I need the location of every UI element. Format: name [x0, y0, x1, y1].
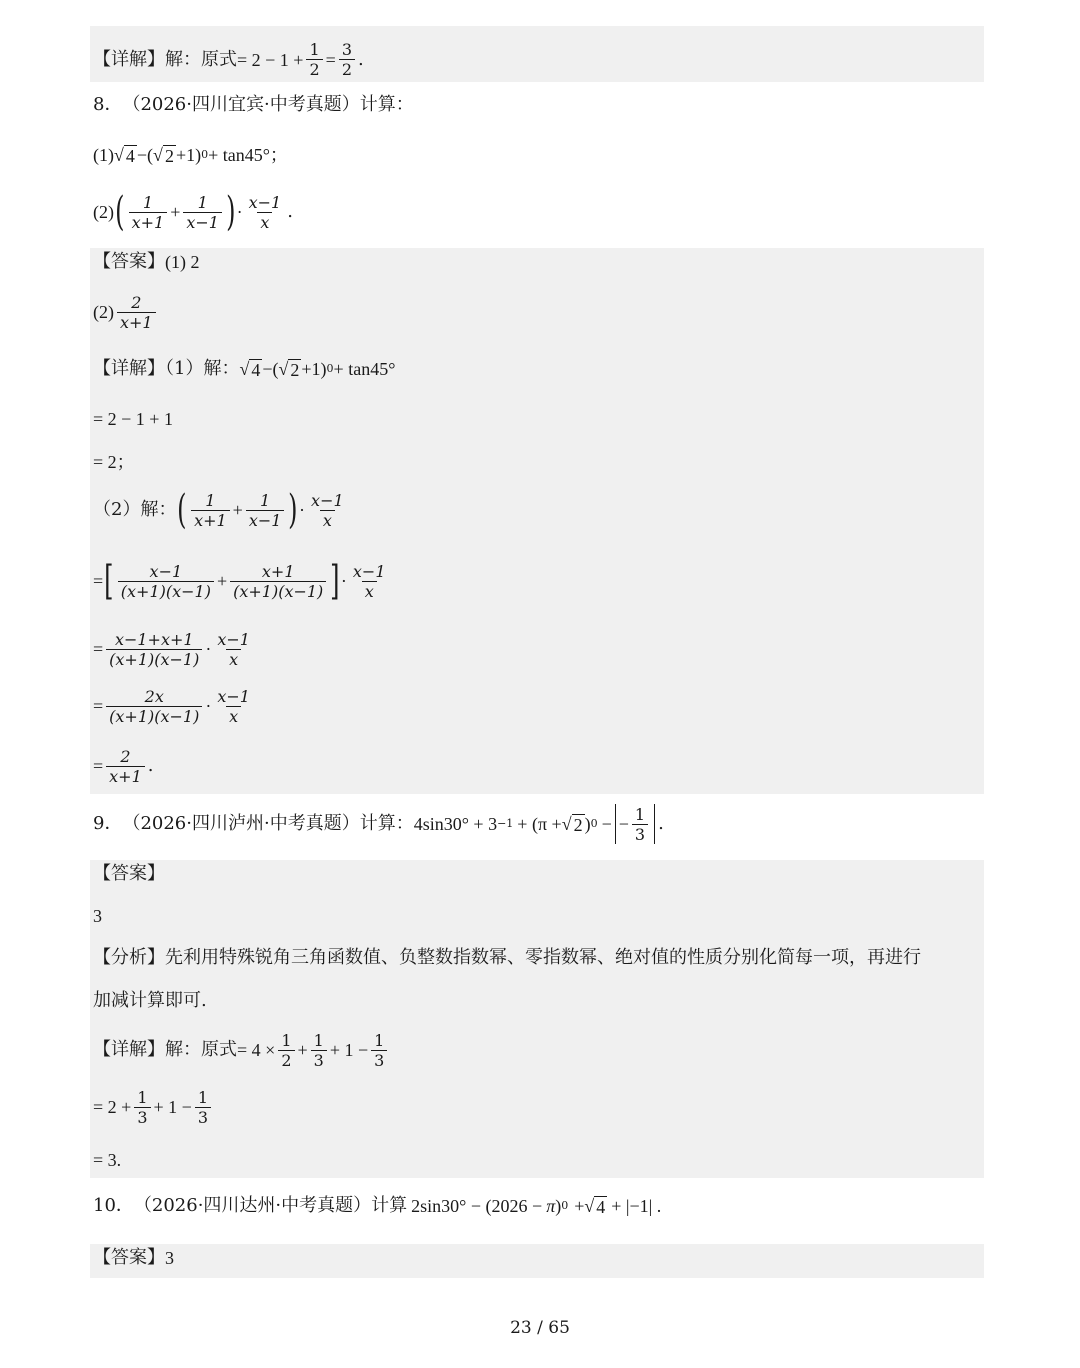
- num: 2x: [144, 686, 164, 706]
- sqrt-symbol: √: [584, 1196, 595, 1216]
- question-9: 9． （2026·四川泸州·中考真题）计算： 4sin30° + 3 −1 + (π + √ 2 ) 0 − − $\frac{1}{3}$ .: [93, 804, 664, 844]
- label: (2): [93, 202, 114, 222]
- subproblem-1: (1) √ 4 −( √ 2 +1) 0 + tan45°；: [93, 145, 288, 166]
- num: x−1: [217, 629, 250, 649]
- answer-label: 【答案】: [93, 863, 165, 884]
- expr: = 2 − 1 +: [237, 49, 304, 70]
- fraction: [371, 1031, 387, 1070]
- eq: =: [93, 639, 104, 659]
- fraction: [106, 747, 145, 786]
- fraction: [350, 562, 389, 601]
- fraction: [278, 1031, 294, 1070]
- radicand: 2: [290, 359, 300, 380]
- den: (x+1)(x−1): [106, 706, 202, 726]
- detail-8-step4: [93, 627, 256, 671]
- num: 1: [309, 40, 320, 59]
- answer-value: (1) 2: [165, 252, 200, 272]
- fraction: [106, 630, 202, 669]
- expr: =: [325, 49, 336, 70]
- paren-open: (: [115, 189, 125, 235]
- period: .: [358, 48, 364, 70]
- num: 1: [313, 1030, 324, 1050]
- fraction: [214, 630, 253, 669]
- analysis-9-line2: [93, 989, 207, 1013]
- radicand: 2: [164, 145, 174, 166]
- num: x−1: [311, 490, 344, 510]
- answer-9-value: [93, 904, 102, 928]
- detail-8-step6: [93, 744, 154, 788]
- answer-8-line2: [93, 290, 159, 334]
- sqrt-symbol: √: [239, 359, 250, 379]
- den: x−1: [183, 212, 222, 232]
- abs-bar-right: [654, 804, 655, 844]
- num: 1: [142, 192, 153, 212]
- eq: =: [93, 571, 104, 591]
- num: x−1: [352, 561, 386, 581]
- op: ·: [205, 639, 212, 659]
- expr: + 1 −: [153, 1097, 192, 1117]
- step: = 3.: [93, 1150, 122, 1170]
- detail-9-step1: [93, 1085, 214, 1129]
- den: x+1: [191, 510, 230, 530]
- detail-9-step2: [93, 1148, 121, 1172]
- answer-9-label: [93, 862, 165, 886]
- expr: + 1 −: [329, 1040, 369, 1060]
- fraction: [183, 193, 222, 232]
- answer-value: 3: [93, 906, 102, 926]
- num: x−1+x+1: [114, 629, 194, 649]
- step: = 2；: [93, 452, 135, 472]
- detail-8-step1: [93, 407, 173, 431]
- detail-line-7: [93, 40, 364, 79]
- subproblem-2: [93, 190, 293, 234]
- detail-label: 【详解】（1）解：: [93, 358, 240, 379]
- den: 3: [632, 824, 648, 844]
- radicand: 4: [125, 145, 135, 166]
- eq: =: [93, 756, 104, 776]
- op: +: [297, 1040, 308, 1060]
- num: x−1: [248, 192, 282, 212]
- analysis-text: 先利用特殊锐角三角函数值、负整数指数幂、零指数幂、绝对值的性质分别化简每一项，再进行: [165, 947, 921, 968]
- den: x: [226, 706, 241, 726]
- expr: −(: [136, 145, 154, 165]
- num: 1: [205, 490, 216, 510]
- den: (x+1)(x−1): [230, 581, 326, 601]
- detail-label: 【详解】解：原式: [93, 48, 237, 70]
- expr: +1): [301, 359, 327, 379]
- detail-label: 【详解】解：原式: [93, 1039, 237, 1060]
- label: (2): [93, 302, 114, 322]
- fraction: [129, 193, 168, 232]
- detail-8-part2: [93, 488, 350, 532]
- fraction: [632, 805, 648, 844]
- analysis-text: 加减计算即可.: [93, 990, 207, 1011]
- fraction: [106, 687, 202, 726]
- analysis-9-line1: [93, 946, 921, 970]
- expr: = 4 ×: [237, 1040, 276, 1060]
- period: .: [658, 813, 664, 834]
- num: x+1: [261, 561, 295, 581]
- expr: + tan45°；: [208, 145, 288, 165]
- detail-8-step5: [93, 684, 256, 728]
- answer-label: 【答案】: [93, 251, 165, 272]
- den: 3: [311, 1050, 327, 1070]
- op: ·: [236, 202, 243, 222]
- den: (x+1)(x−1): [106, 649, 202, 669]
- den: x: [226, 649, 241, 669]
- answer-value: 3: [165, 1248, 174, 1268]
- op: +: [170, 202, 181, 222]
- op: −: [618, 814, 629, 834]
- den: x: [320, 510, 335, 530]
- question-number: 8．: [93, 94, 123, 115]
- question-number: 10．: [93, 1195, 134, 1216]
- den: x+1: [117, 312, 156, 332]
- fraction: [311, 1031, 327, 1070]
- num: 1: [634, 804, 646, 824]
- radicand: 2: [573, 814, 583, 835]
- fraction: [117, 293, 156, 332]
- expr: + |−1| .: [611, 1196, 662, 1216]
- period: .: [287, 201, 293, 222]
- expr: −(: [262, 359, 279, 379]
- radicand: 4: [251, 359, 261, 380]
- num: x−1: [217, 686, 250, 706]
- op: ·: [205, 696, 212, 716]
- num: 1: [260, 490, 271, 510]
- num: 3: [341, 40, 352, 59]
- question-number: 9．: [93, 813, 123, 834]
- detail-8-line1: 【详解】（1）解： √ 4 −( √ 2 +1) 0 + tan45°: [93, 358, 396, 380]
- question-source: （2026·四川泸州·中考真题）计算：: [122, 813, 414, 834]
- num: 2: [120, 746, 131, 766]
- detail-9-line1: [93, 1028, 390, 1072]
- question-8: [93, 93, 414, 117]
- den: 3: [195, 1107, 211, 1127]
- num: 1: [374, 1030, 385, 1050]
- fraction: [230, 562, 326, 601]
- den: x+1: [129, 212, 168, 232]
- den: (x+1)(x−1): [118, 581, 214, 601]
- radicand: 4: [596, 1196, 606, 1217]
- sqrt-symbol: √: [561, 814, 572, 834]
- den: 3: [371, 1050, 387, 1070]
- analysis-label: 【分析】: [93, 947, 165, 968]
- den: 2: [306, 59, 322, 79]
- eq: =: [93, 696, 104, 716]
- fraction: [214, 687, 253, 726]
- num: 2: [131, 292, 142, 312]
- answer-block-9: [90, 860, 984, 1178]
- expr: 4sin30° + 3: [413, 814, 498, 834]
- answer-block-10: [90, 1244, 984, 1278]
- paren-open: (: [177, 487, 187, 533]
- num: x−1: [149, 561, 183, 581]
- fraction: [246, 193, 285, 232]
- den: 2: [339, 59, 355, 79]
- den: x: [257, 212, 272, 232]
- op: +: [216, 571, 228, 591]
- answer-label: 【答案】: [93, 1247, 165, 1268]
- fraction: [339, 40, 355, 79]
- expr: + (π +: [517, 814, 562, 834]
- den: 3: [134, 1107, 150, 1127]
- detail-8-step2: [93, 450, 135, 474]
- abs-bar-left: [615, 804, 616, 844]
- fraction: [134, 1088, 150, 1127]
- expr: = 2 +: [93, 1097, 132, 1117]
- answer-8-line1: [93, 250, 200, 274]
- expr: ): [555, 1196, 562, 1216]
- fraction: [191, 491, 230, 530]
- bracket-open: [: [104, 558, 114, 604]
- op: ·: [340, 571, 347, 591]
- op: +: [574, 1196, 585, 1216]
- expr: + tan45°: [333, 359, 396, 379]
- fraction: [308, 491, 347, 530]
- fraction: [118, 562, 214, 601]
- sqrt-symbol: √: [114, 145, 124, 165]
- expr: ): [584, 814, 591, 834]
- pi-symbol: π: [546, 1196, 556, 1216]
- den: x+1: [106, 766, 145, 786]
- paren-close: ): [288, 487, 298, 533]
- fraction: [246, 491, 285, 530]
- question-source: （2026·四川宜宾·中考真题）计算：: [122, 94, 414, 115]
- expr: 2sin30° − (2026 −: [411, 1196, 543, 1216]
- sqrt-symbol: √: [278, 359, 289, 379]
- op: +: [232, 500, 243, 520]
- paren-close: ): [226, 189, 236, 235]
- num: 1: [197, 1087, 208, 1107]
- den: x: [362, 581, 377, 601]
- period: .: [147, 755, 154, 776]
- step: = 2 − 1 + 1: [93, 409, 173, 429]
- num: 1: [137, 1087, 148, 1107]
- expr: +1): [175, 145, 202, 165]
- op: −: [601, 814, 612, 834]
- detail-8-step3: [93, 556, 392, 606]
- num: 1: [281, 1030, 292, 1050]
- bracket-close: ]: [330, 558, 340, 604]
- question-source: （2026·四川达州·中考真题）计算: [133, 1195, 408, 1216]
- detail-label: （2）解：: [93, 499, 177, 520]
- page-number: 23 / 65: [510, 1318, 570, 1338]
- sqrt-symbol: √: [153, 145, 163, 165]
- question-10: 10． （2026·四川达州·中考真题）计算 2sin30° − (2026 − π ) 0 + √ 4 + |−1| .: [93, 1195, 662, 1217]
- den: x−1: [246, 510, 285, 530]
- answer-10: [93, 1246, 174, 1270]
- den: 2: [278, 1050, 294, 1070]
- op: ·: [299, 500, 306, 520]
- fraction: [195, 1088, 211, 1127]
- num: 1: [197, 192, 208, 212]
- label: (1): [93, 145, 114, 165]
- fraction: [306, 40, 322, 79]
